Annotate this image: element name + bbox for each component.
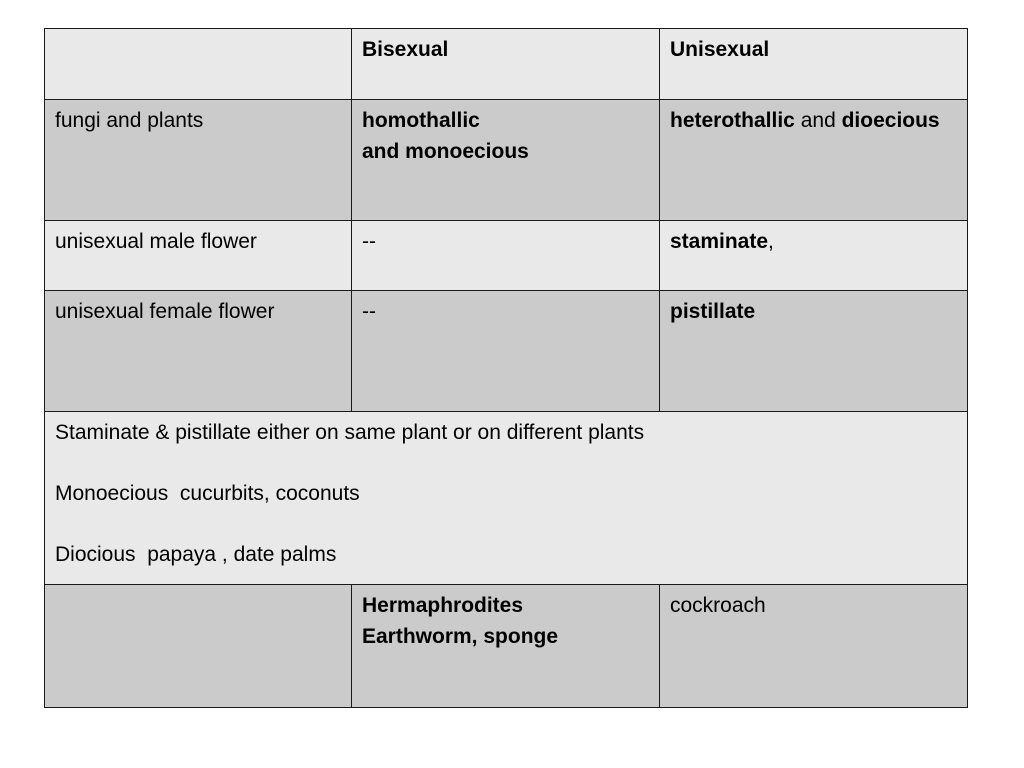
note-line: Staminate & pistillate either on same plant or on different plants [55,421,645,444]
note-line: Diocious papaya , date palms [55,543,337,566]
merged-row [45,412,968,585]
cell-unisexual-animals: cockroach [660,585,968,708]
comparison-table [44,28,968,708]
cell-unisexual-fungi-plants: heterothallic and dioecious [660,100,968,221]
row-label-empty [45,585,352,708]
table-row [45,100,968,221]
cell-unisexual-male-flower: staminate, [660,221,968,291]
header-row [45,29,968,100]
row-label-fungi-plants: fungi and plants [45,100,352,221]
cell-bisexual-animals: Hermaphrodites Earthworm, sponge [352,585,660,708]
note-line: Monoecious cucurbits, coconuts [55,482,360,505]
table-row [45,585,968,708]
table-row [45,221,968,291]
header-cell-unisexual: Unisexual [660,29,968,100]
row-label-female-flower: unisexual female flower [45,291,352,412]
row-label-male-flower: unisexual male flower [45,221,352,291]
table-row [45,291,968,412]
cell-bisexual-female-flower: -- [352,291,660,412]
cell-bisexual-fungi-plants: homothallic and monoecious [352,100,660,221]
header-cell-empty [45,29,352,100]
merged-cell-notes [45,412,968,585]
cell-bisexual-male-flower: -- [352,221,660,291]
cell-unisexual-female-flower: pistillate [660,291,968,412]
header-cell-bisexual: Bisexual [352,29,660,100]
